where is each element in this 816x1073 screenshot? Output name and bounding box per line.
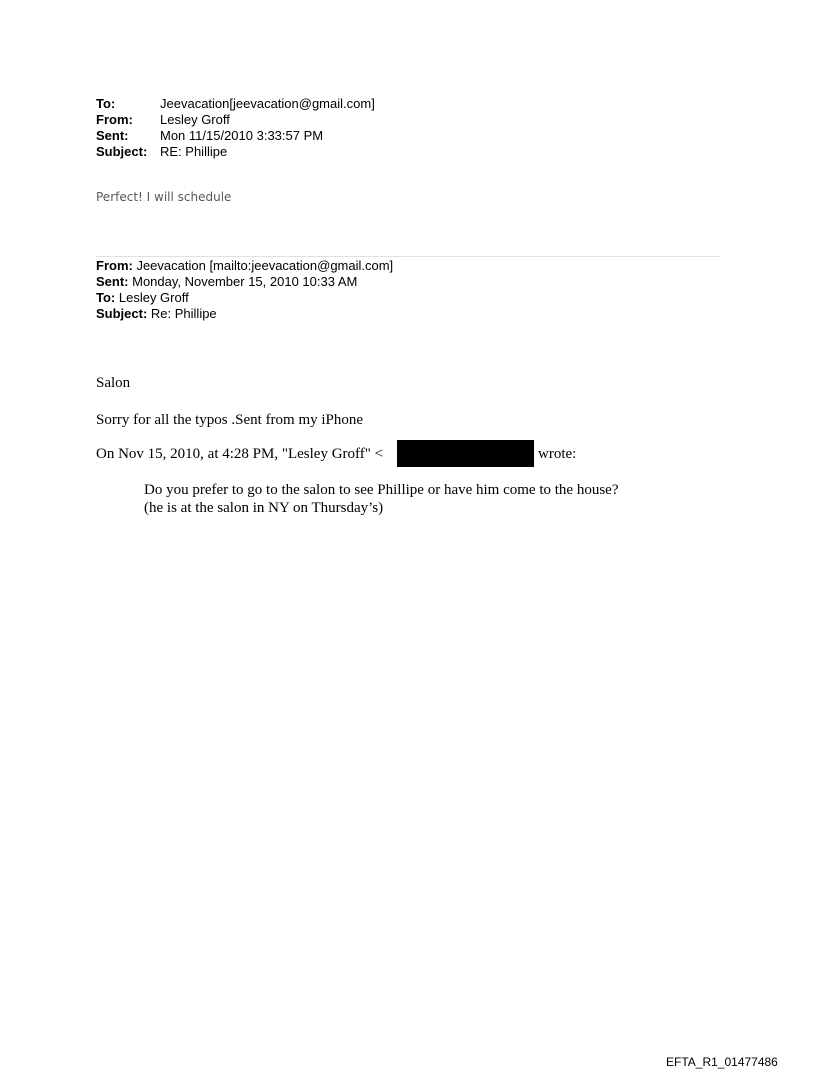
quoted-to-row [96,290,393,306]
to-label: To: [96,96,116,111]
subject-label: Subject: [96,144,148,159]
quoted-sent-value: Monday, November 15, 2010 10:33 AM [128,274,358,289]
quoted-sent-label: Sent: [96,274,129,289]
quoted-from-value: Jeevacation [mailto:jeevacation@gmail.com] [132,258,394,273]
quoted-to-label: To: [96,290,116,305]
from-label: From: [96,112,133,127]
quoted-sent-row [96,274,393,290]
quoted-to-value: Lesley Groff [115,290,189,305]
quoted-from-row [96,258,393,274]
sent-value: Mon 11/15/2010 3:33:57 PM [160,128,324,143]
redaction-box [397,440,534,467]
on-wrote-line: On Nov 15, 2010, at 4:28 PM, "Lesley Groff" < [96,446,384,462]
quoted-header [96,258,393,322]
nested-quote [144,481,618,517]
nested-quote-line2: (he is at the salon in NY on Thursday’s) [144,500,384,516]
from-value: Lesley Groff [160,112,230,127]
to-row [96,96,375,112]
quoted-subject-row [96,306,393,322]
email-header [96,96,375,160]
quoted-subject-label: Subject: [96,306,148,321]
quoted-subject-value: Re: Phillipe [147,306,217,321]
sent-label: Sent: [96,128,129,143]
from-row [96,112,375,128]
nested-quote-line1: Do you prefer to go to the salon to see Phillipe or have him come to the house? [144,482,619,498]
on-wrote-suffix: wrote: [538,446,577,462]
quote-divider [96,256,720,257]
reply-body: Perfect! I will schedule [96,190,232,204]
quoted-line-salon: Salon [96,375,131,391]
sent-row [96,128,375,144]
subject-row [96,144,375,160]
subject-value: RE: Phillipe [160,144,228,159]
bates-number: EFTA_R1_01477486 [666,1055,778,1069]
to-value: Jeevacation[jeevacation@gmail.com] [160,96,375,111]
quoted-from-label: From: [96,258,133,273]
quoted-line-typos: Sorry for all the typos .Sent from my iPhone [96,412,364,428]
